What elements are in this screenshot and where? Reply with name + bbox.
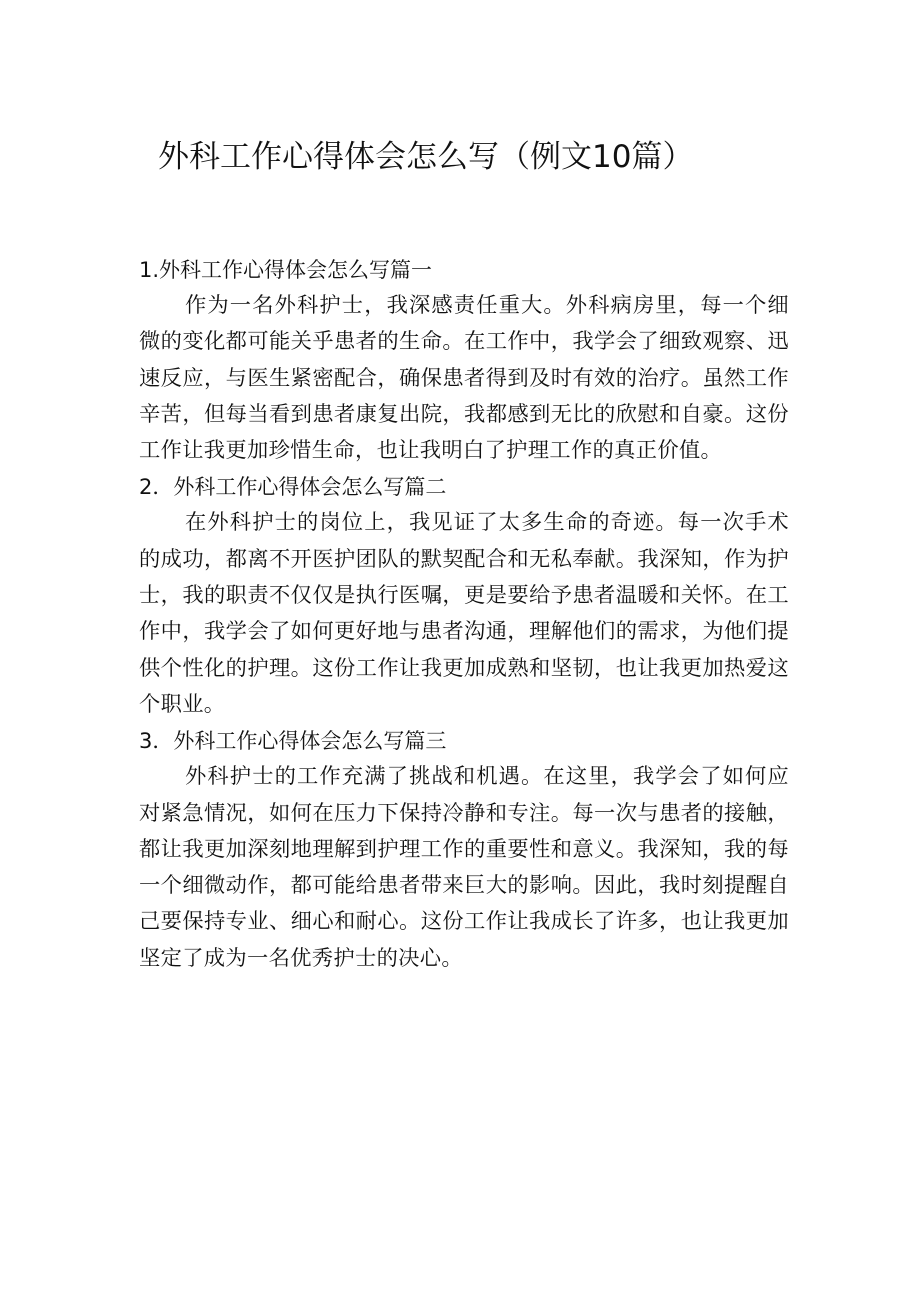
section-paragraph: 在外科护士的岗位上，我见证了太多生命的奇迹。每一次手术的成功，都离不开医护团队的默契配合和无私奉献。我深知，作为护士，我的职责不仅仅是执行医嘱，更是要给予患者温暖和关怀。在工作中，我学会了如何更好地与患者沟通，理解他们的需求，为他们提供个性化的护理。这份工作让我更加成熟和坚韧，也让我更加热爱这个职业。 — [139, 510, 789, 717]
section-heading: 2．外科工作心得体会怎么写篇二 — [139, 475, 447, 500]
section-paragraph: 作为一名外科护士，我深感责任重大。外科病房里，每一个细微的变化都可能关乎患者的生命。在工作中，我学会了细致观察、迅速反应，与医生紧密配合，确保患者得到及时有效的治疗。虽然工作辛苦，但每当看到患者康复出院，我都感到无比的欣慰和自豪。这份工作让我更加珍惜生命，也让我明白了护理工作的真正价值。 — [139, 293, 789, 464]
section-heading: 3．外科工作心得体会怎么写篇三 — [139, 729, 447, 754]
section-3 — [139, 723, 789, 977]
document-title: 外科工作心得体会怎么写（例文10篇） — [158, 138, 694, 175]
section-2 — [139, 469, 789, 723]
section-heading: 1.外科工作心得体会怎么写篇一 — [139, 258, 433, 282]
document-body — [139, 252, 789, 977]
section-paragraph: 外科护士的工作充满了挑战和机遇。在这里，我学会了如何应对紧急情况，如何在压力下保持冷静和专注。每一次与患者的接触，都让我更加深刻地理解到护理工作的重要性和意义。我深知，我的每一个细微动作，都可能给患者带来巨大的影响。因此，我时刻提醒自己要保持专业、细心和耐心。这份工作让我成长了许多，也让我更加坚定了成为一名优秀护士的决心。 — [139, 764, 789, 971]
section-1 — [139, 252, 789, 469]
